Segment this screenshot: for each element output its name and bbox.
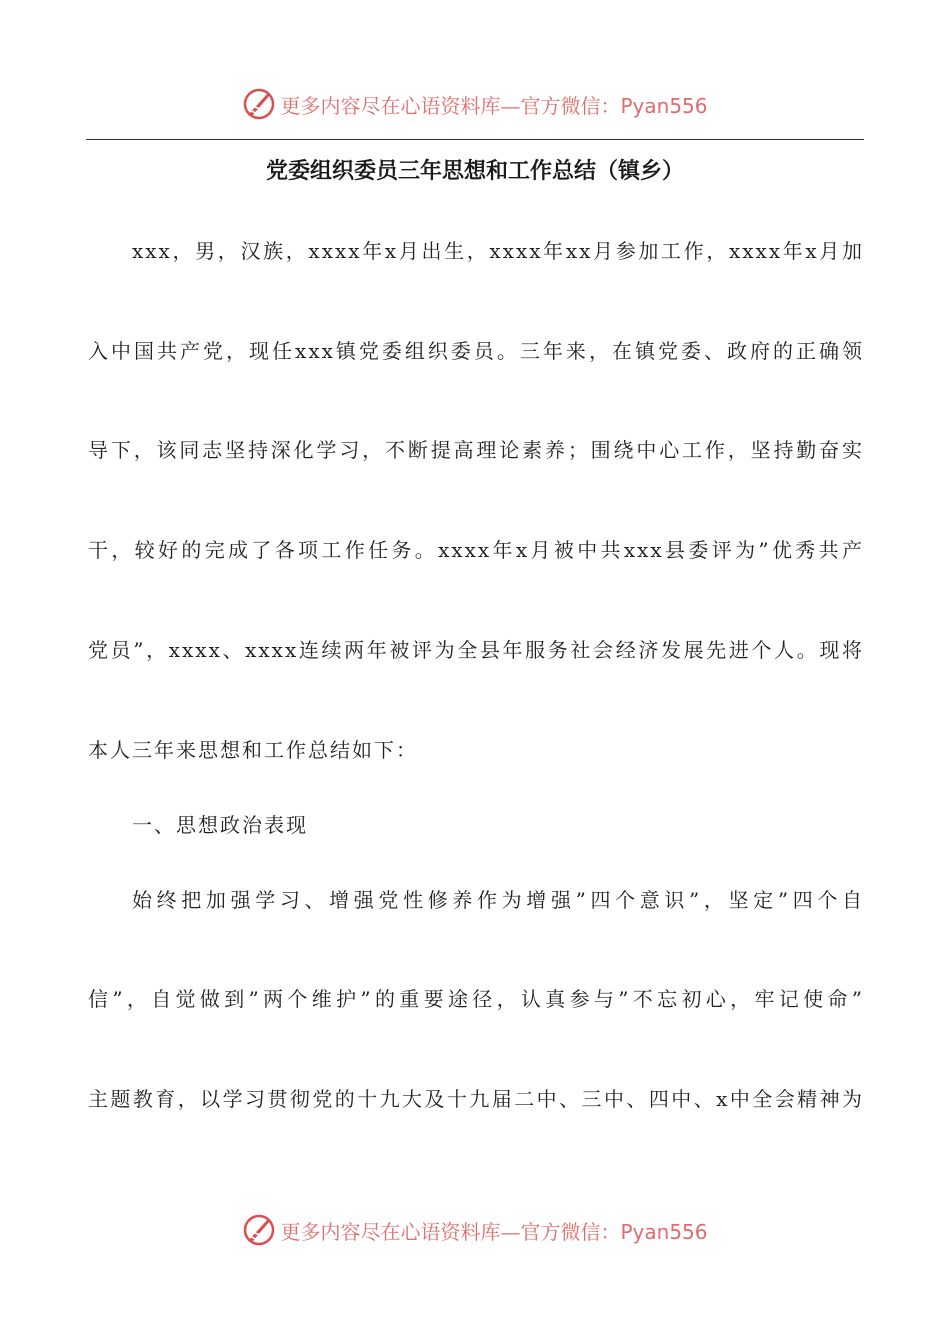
watermark-text: 更多内容尽在心语资料库—官方微信：Pyan556 [280, 93, 708, 118]
page-title: 党委组织委员三年思想和工作总结（镇乡） [265, 159, 684, 184]
header-divider [86, 139, 864, 140]
body-line: 导下，该同志坚持深化学习，不断提高理论素养；围绕中心工作，坚持勤奋实 [88, 438, 864, 462]
footer-watermark [0, 1208, 950, 1252]
quill-logo-icon [242, 87, 276, 121]
body-line: 信”，自觉做到”两个维护”的重要途径，认真参与”不忘初心，牢记使命” [88, 987, 864, 1011]
body-line: 始终把加强学习、增强党性修养作为增强”四个意识”，坚定”四个自 [132, 888, 864, 912]
body-line: 主题教育，以学习贯彻党的十九大及十九届二中、三中、四中、x中全会精神为 [88, 1087, 864, 1111]
body-line: 本人三年来思想和工作总结如下： [88, 738, 418, 762]
body-line: 党员”，xxxx、xxxx连续两年被评为全县年服务社会经济发展先进个人。现将 [88, 638, 864, 662]
header-watermark [0, 82, 950, 126]
watermark-text: 更多内容尽在心语资料库—官方微信：Pyan556 [280, 1219, 708, 1244]
body-line: 干，较好的完成了各项工作任务。xxxx年x月被中共xxx县委评为”优秀共产 [88, 538, 864, 562]
body-line: xxx，男，汉族，xxxx年x月出生，xxxx年xx月参加工作，xxxx年x月加 [132, 239, 864, 263]
section-heading: 一、思想政治表现 [132, 813, 308, 837]
body-line: 入中国共产党，现任xxx镇党委组织委员。三年来，在镇党委、政府的正确领 [88, 339, 864, 363]
quill-logo-icon [242, 1213, 276, 1247]
